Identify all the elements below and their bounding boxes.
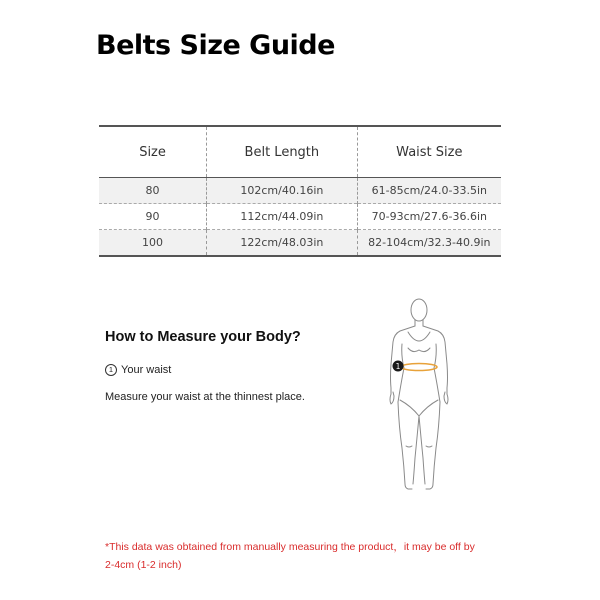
cell-belt-length: 122cm/48.03in (207, 230, 358, 257)
cell-waist-size: 70-93cm/27.6-36.6in (357, 204, 501, 230)
table-row (99, 204, 501, 230)
body-outline-icon (344, 288, 494, 498)
step-number-icon: 1 (105, 364, 117, 376)
cell-belt-length: 112cm/44.09in (207, 204, 358, 230)
table-header-row (99, 126, 501, 178)
measure-heading: How to Measure your Body? (105, 329, 301, 345)
waist-marker-label: 1 (395, 362, 401, 371)
table-row (99, 178, 501, 204)
size-table (99, 125, 501, 257)
page-title: Belts Size Guide (96, 30, 335, 61)
cell-size: 80 (99, 178, 207, 204)
header-size: Size (99, 126, 207, 178)
header-waist-size: Waist Size (357, 126, 501, 178)
cell-belt-length: 102cm/40.16in (207, 178, 358, 204)
measure-instruction: Measure your waist at the thinnest place. (105, 391, 305, 403)
cell-size: 90 (99, 204, 207, 230)
header-belt-length: Belt Length (207, 126, 358, 178)
step-label: Your waist (121, 364, 172, 376)
table-row (99, 230, 501, 257)
cell-waist-size: 82-104cm/32.3-40.9in (357, 230, 501, 257)
cell-waist-size: 61-85cm/24.0-33.5in (357, 178, 501, 204)
body-figure (344, 288, 494, 498)
cell-size: 100 (99, 230, 207, 257)
footnote-line2: 2-4cm (1-2 inch) (105, 559, 182, 571)
measure-step (105, 364, 171, 376)
footnote-line1: *This data was obtained from manually measuring the product，it may be off by (105, 541, 475, 553)
footnote (105, 538, 525, 574)
